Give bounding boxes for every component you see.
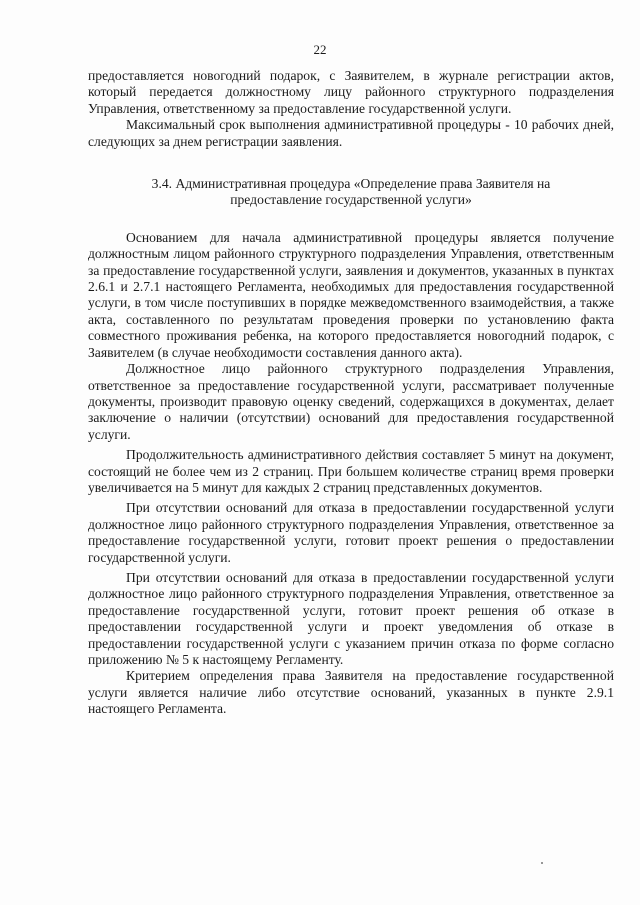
document-body xyxy=(88,68,614,718)
paragraph-refusal-decision: При отсутствии оснований для отказа в предоставлении государственной услуги должностное лицо районного структурного подразделения Управления, ответственное за предоставление государственной услуги, готовит проект решения об отказе в предоставлении государственной услуги и проект уведомления об отказе в предоставлении государственной услуги с указанием причин отказа по форме согласно приложению № 5 к настоящему Регламенту. xyxy=(88,569,614,667)
section-heading: 3.4. Административная процедура «Определение права Заявителя на предоставление государственной услуги» xyxy=(151,176,551,208)
paragraph-grant-decision: При отсутствии оснований для отказа в предоставлении государственной услуги должностное лицо районного структурного подразделения Управления, ответственное за предоставление государственной услуги, готовит проект решения о предоставлении государственной услуги. xyxy=(88,500,614,565)
scan-speck xyxy=(541,862,543,864)
paragraph-criterion: Критерием определения права Заявителя на предоставление государственной услуги является наличие либо отсутствие оснований, указанных в пункте 2.9.1 настоящего Регламента. xyxy=(88,668,614,717)
page-number: 22 xyxy=(313,42,327,57)
paragraph-continuation: предоставляется новогодний подарок, с Заявителем, в журнале регистрации актов, который передается должностному лицу районного структурного подразделения Управления, ответственному за предоставление государственной услуги. xyxy=(88,68,614,116)
paragraph-max-duration: Максимальный срок выполнения административной процедуры - 10 рабочих дней, следующих за днем регистрации заявления. xyxy=(88,117,614,149)
paragraph-duration: Продолжительность административного действия составляет 5 минут на документ, состоящий не более чем из 2 страниц. При большем количестве страниц время проверки увеличивается на 5 минут для каждых 2 страниц представленных документов. xyxy=(88,447,614,495)
paragraph-official-review: Должностное лицо районного структурного подразделения Управления, ответственное за предоставление государственной услуги, рассматривает полученные документы, производит правовую оценку сведений, содержащихся в документах, делает заключение о наличии (отсутствии) оснований для предоставления государственной услуги. xyxy=(88,361,614,442)
paragraph-basis: Основанием для начала административной процедуры является получение должностным лицом районного структурного подразделения Управления, ответственным за предоставление государственной услуги, заявления и документов, указанных в пунктах 2.6.1 и 2.7.1 настоящего Регламента, необходимых для предоставления государственной услуги, в том числе поступивших в порядке межведомственного взаимодействия, а также акта, составленного по результатам проведения проверки по установлению факта совместного проживания ребенка, на которого предоставляется новогодний подарок, с Заявителем (в случае необходимости составления данного акта). xyxy=(88,229,614,360)
